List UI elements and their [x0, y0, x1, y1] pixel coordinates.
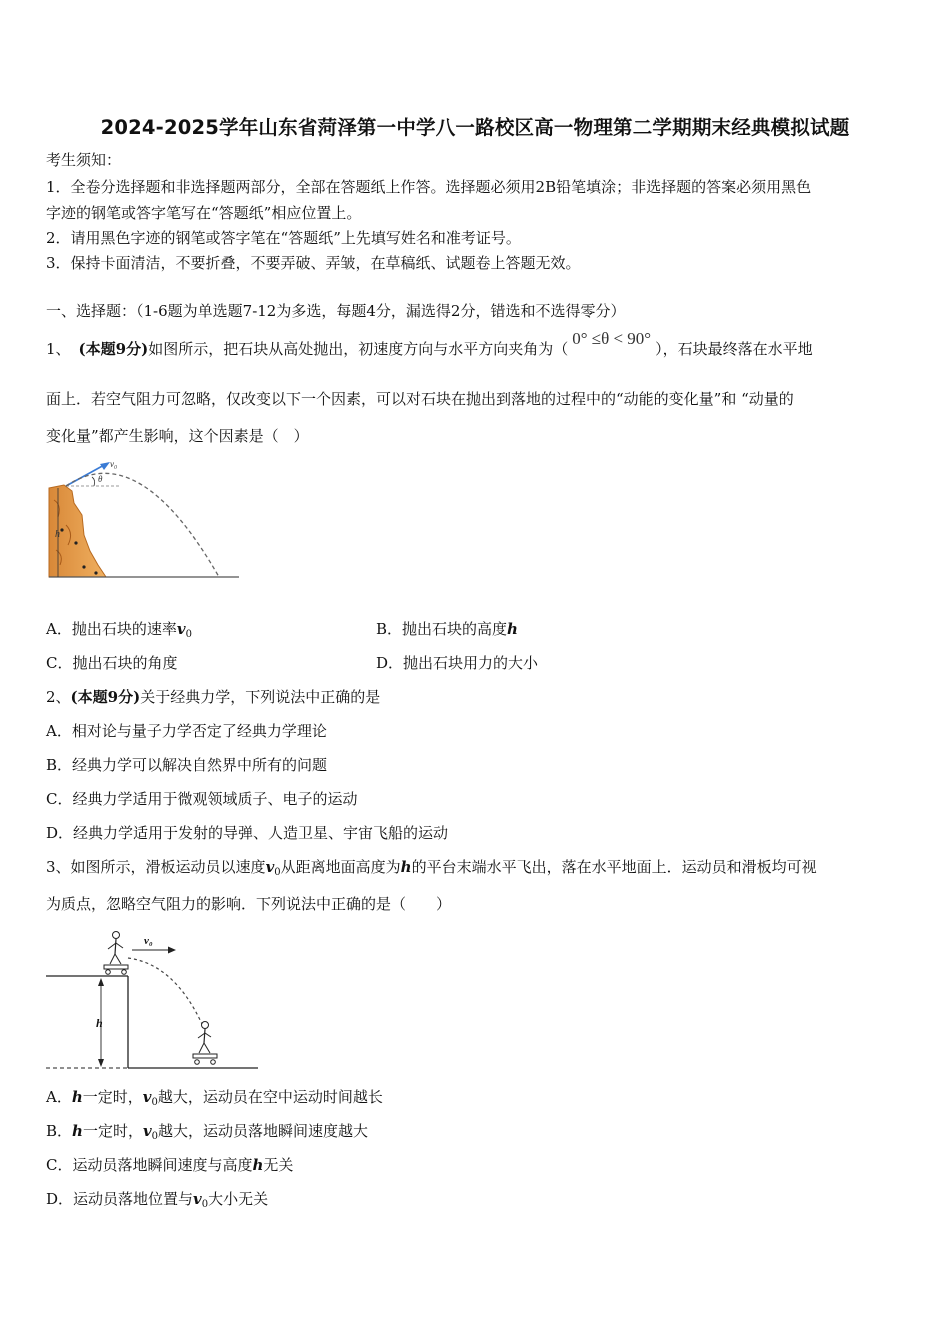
q1-option-b: B．抛出石块的高度h	[376, 620, 518, 638]
q2-number: 2、	[46, 688, 71, 706]
skater-on-platform	[104, 932, 128, 975]
q1-number: 1、	[46, 340, 71, 358]
page-title: 2024-2025学年山东省菏泽第一中学八一路校区高一物理第二学期期末经典模拟试题	[100, 116, 850, 139]
q1-line-1	[46, 329, 813, 359]
q1-score-tag: (本题9分)	[78, 340, 149, 358]
q3-line-2: 为质点，忽略空气阻力的影响．下列说法中正确的是（ ）	[46, 895, 452, 913]
q3-height-label: h	[96, 1016, 103, 1030]
notice-heading: 考生须知：	[46, 151, 122, 169]
q3-option-d: D．运动员落地位置与$v_0$大小无关	[46, 1190, 269, 1210]
q2-option-b: B．经典力学可以解决自然界中所有的问题	[46, 756, 328, 774]
skater-landing	[193, 1022, 217, 1065]
v0-label: v₀	[110, 459, 118, 469]
notice-item-3: 3．保持卡面清洁，不要折叠，不要弄破、弄皱，在草稿纸、试题卷上答题无效。	[46, 254, 581, 272]
q1-option-d: D．抛出石块用力的大小	[376, 654, 539, 672]
q1-option-a: A．抛出石块的速率$v_0$	[46, 620, 192, 640]
q3-option-b: B．h一定时，$v_0$越大，运动员落地瞬间速度越大	[46, 1122, 369, 1142]
notice-item-2: 2．请用黑色字迹的钢笔或答字笔在“答题纸”上先填写姓名和准考证号。	[46, 229, 521, 247]
q3-option-c: C．运动员落地瞬间速度与高度h无关	[46, 1156, 294, 1174]
q1-option-c: C．抛出石块的角度	[46, 654, 178, 672]
q3-option-a: A．h一定时，$v_0$越大，运动员在空中运动时间越长	[46, 1088, 383, 1108]
q2-option-a: A．相对论与量子力学否定了经典力学理论	[46, 722, 327, 740]
q1-height-label: h	[55, 529, 60, 540]
notice-item-1-cont: 字迹的钢笔或答字笔写在“答题纸”相应位置上。	[46, 204, 362, 222]
q3-line-1: 3、如图所示，滑板运动员以速度$v_0$从距离地面高度为h的平台末端水平飞出，落在水平地面上．运动员和滑板均可视	[46, 858, 817, 878]
q3-skateboard-figure	[44, 926, 264, 1074]
q1-line-2: 面上．若空气阻力可忽略，仅改变以下一个因素，可以对石块在抛出到落地的过程中的“动能的变化量”和 “动量的	[46, 390, 794, 408]
q2-text: 关于经典力学，下列说法中正确的是	[140, 688, 381, 706]
theta-label: θ	[98, 474, 103, 484]
trajectory	[128, 958, 202, 1024]
q2-score-tag: (本题9分)	[70, 688, 141, 706]
q2-line-1	[46, 687, 380, 707]
notice-item-1: 1．全卷分选择题和非选择题两部分，全部在答题纸上作答。选择题必须用2B铅笔填涂；非选择题的答案必须用黑色	[46, 178, 812, 196]
section-heading: 一、选择题：（1-6题为单选题7-12为多选，每题4分，漏选得2分，错选和不选得零分）	[46, 302, 626, 320]
q1-projectile-figure	[44, 455, 244, 583]
q1-line-3: 变化量”都产生影响，这个因素是（ ）	[46, 427, 309, 445]
q1-angle-range: 0° ≤θ < 90°	[572, 329, 652, 348]
q1-text-a: 如图所示，把石块从高处抛出，初速度方向与水平方向夹角为（	[148, 340, 569, 358]
q3-v0-label: v₀	[144, 935, 153, 947]
q3-number: 3、	[46, 858, 71, 876]
q2-option-c: C．经典力学适用于微观领域质子、电子的运动	[46, 790, 358, 808]
q1-text-b: ），石块最终落在水平地	[655, 340, 813, 358]
q2-option-d: D．经典力学适用于发射的导弹、人造卫星、宇宙飞船的运动	[46, 824, 449, 842]
